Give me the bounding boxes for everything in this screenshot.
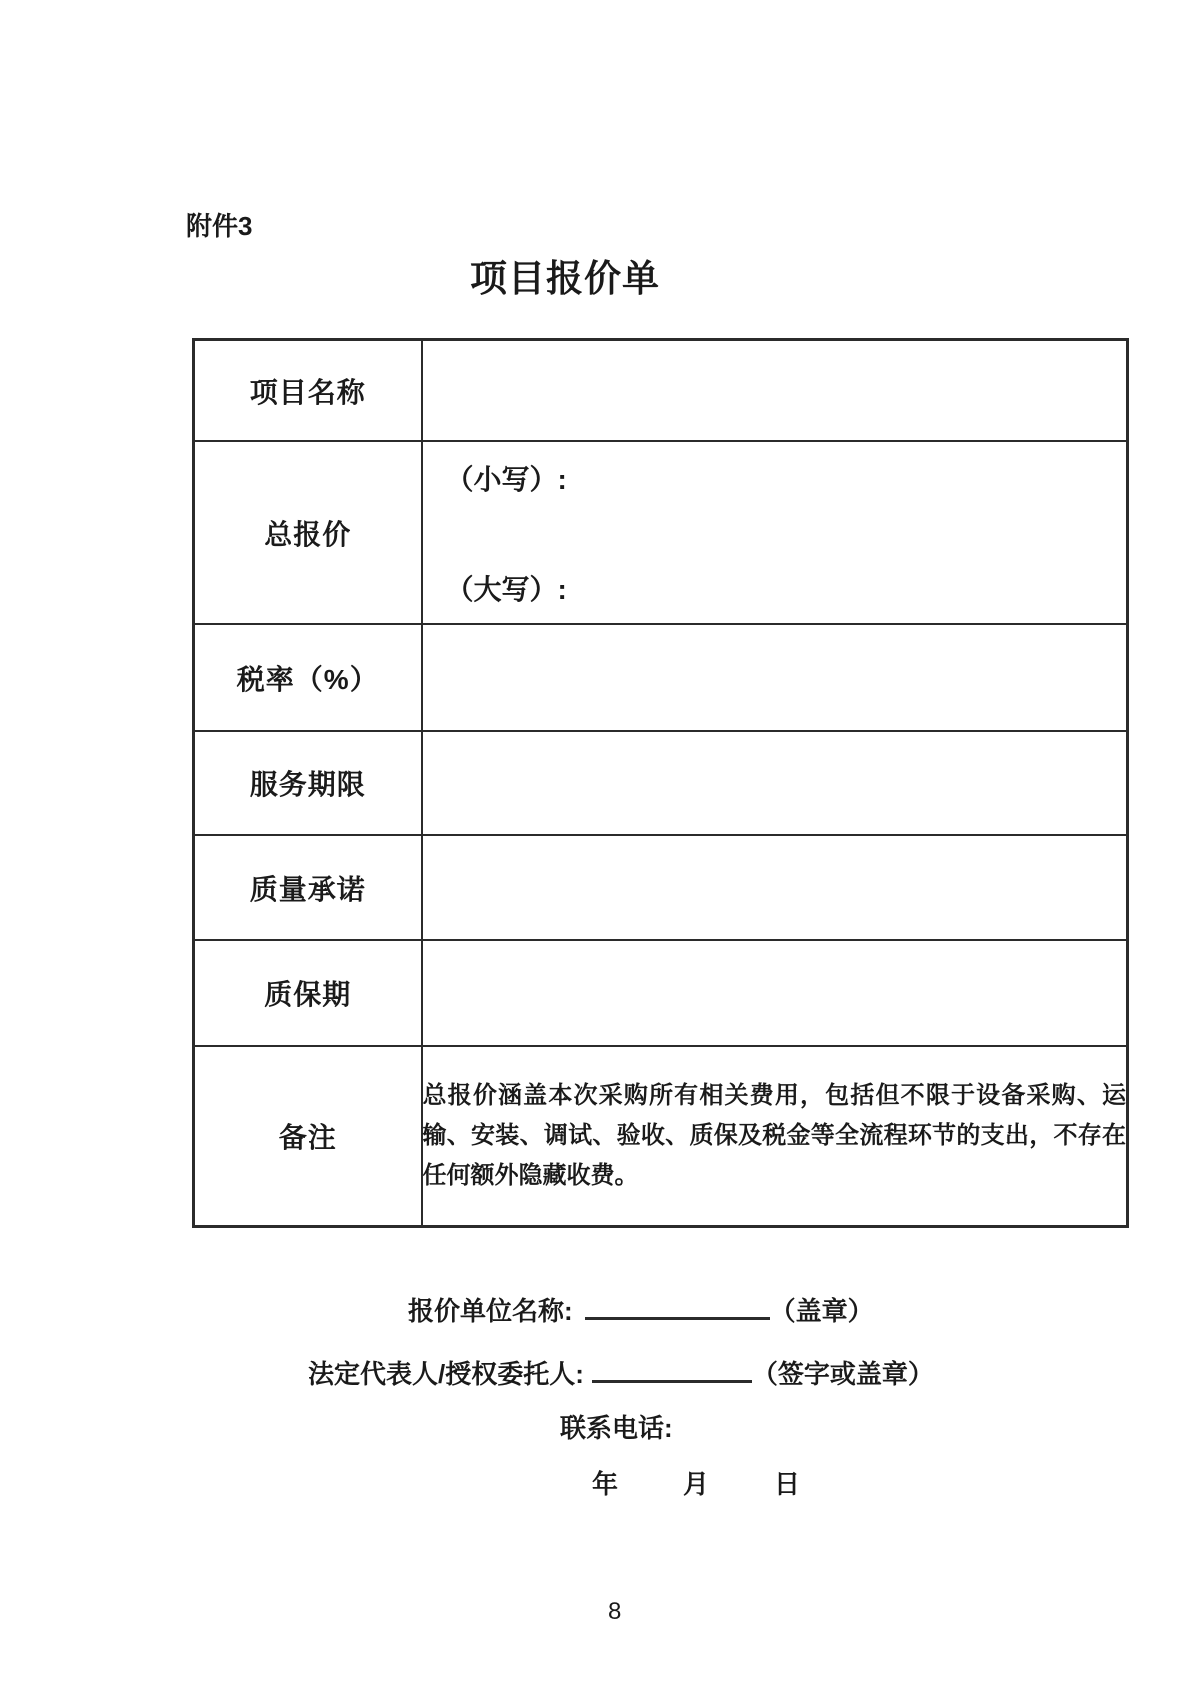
representative-underline [592,1354,752,1383]
contact-phone-label: 联系电话: [560,1413,673,1443]
quality-commitment-label: 质量承诺 [194,835,422,940]
date-day-label: 日 [774,1469,801,1499]
company-name-line [408,1291,874,1328]
warranty-period-value-cell [422,940,1128,1046]
row-quality-commitment [194,835,1128,940]
attachment-label: 附件3 [186,211,253,241]
representative-seal-note: （签字或盖章） [751,1359,934,1389]
tax-rate-value-cell [422,624,1128,731]
company-name-underline [585,1291,770,1320]
warranty-period-label: 质保期 [194,940,422,1046]
row-service-period [194,731,1128,835]
row-project-name [194,340,1128,442]
project-name-value-cell [422,340,1128,442]
representative-line [308,1354,934,1391]
date-year-label: 年 [592,1469,619,1499]
quotation-table [192,338,1129,1228]
quality-commitment-value-cell [422,835,1128,940]
page-number: 8 [608,1598,622,1625]
service-period-label: 服务期限 [194,731,422,835]
project-name-label: 项目名称 [194,340,422,442]
service-period-value-cell [422,731,1128,835]
row-tax-rate [194,624,1128,731]
remarks-text: 总报价涵盖本次采购所有相关费用，包括但不限于设备采购、运输、安装、调试、验收、质保及税金等全流程环节的支出，不存在任何额外隐藏收费。 [422,1046,1128,1227]
date-line [592,1464,800,1501]
row-remarks [194,1046,1128,1227]
row-warranty-period [194,940,1128,1046]
row-total-quote [194,441,1128,624]
amount-uppercase-label: （大写）: [445,573,567,605]
amount-lowercase-label: （小写）: [445,463,567,495]
remarks-label: 备注 [194,1046,422,1227]
date-month-label: 月 [683,1469,710,1499]
amount-lines [423,458,1127,608]
company-seal-note: （盖章） [769,1296,874,1326]
representative-label: 法定代表人/授权委托人: [308,1359,584,1389]
total-quote-label: 总报价 [194,441,422,624]
company-name-label: 报价单位名称: [408,1296,573,1326]
total-quote-value-cell [422,441,1128,624]
page-title: 项目报价单 [470,258,660,299]
tax-rate-label: 税率（%） [194,624,422,731]
